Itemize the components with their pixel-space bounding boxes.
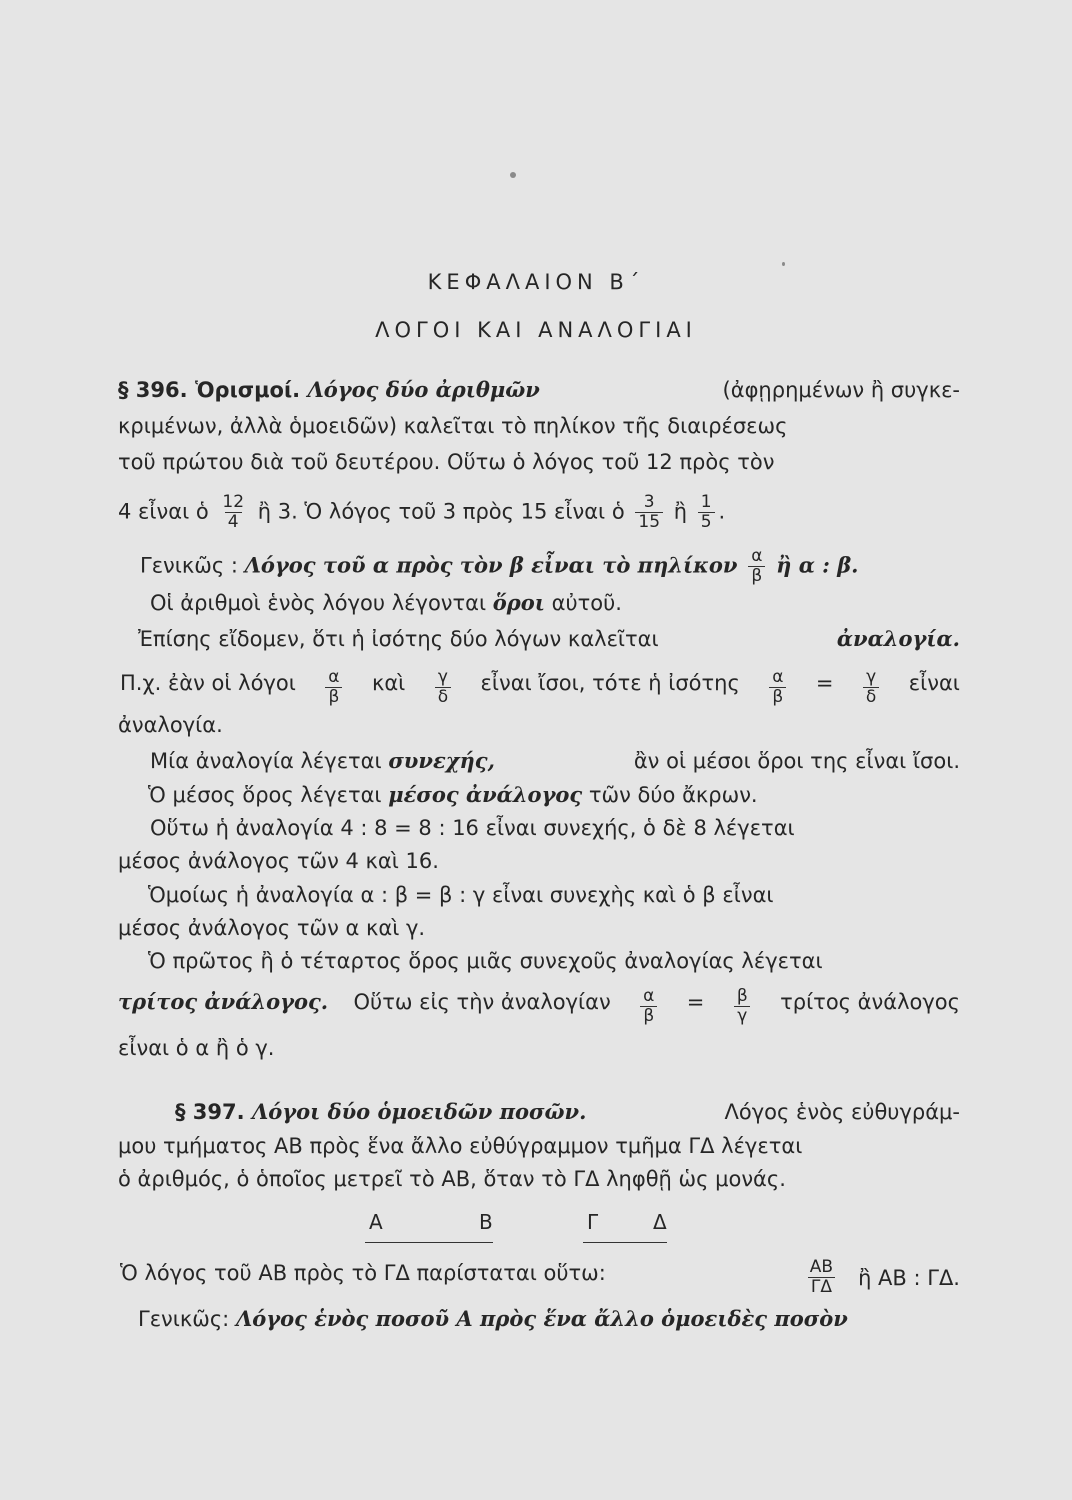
text-fragment: Π.χ. ἐὰν οἱ λόγοι	[120, 671, 296, 695]
fraction-numerator: α	[328, 667, 340, 687]
equals-sign: =	[686, 990, 705, 1014]
fraction-denominator: β	[325, 687, 342, 707]
chapter-title: ΚΕΦΑΛΑΙΟΝ Β΄	[427, 270, 645, 294]
s396-equality	[138, 624, 960, 654]
fraction-denominator: 5	[698, 512, 715, 532]
fraction-alpha-beta	[769, 668, 786, 707]
s396-example3-line1: Ὁμοίως ἡ ἀναλογία α : β = β : γ εἶναι συνεχὴς καὶ ὁ β εἶναι	[148, 883, 774, 907]
s396-third-line3: εἶναι ὁ α ἢ ὁ γ.	[118, 1036, 275, 1060]
text-fragment: τρίτος ἀνάλογος	[780, 990, 960, 1014]
text-fragment: τῶν δύο ἄκρων.	[582, 783, 758, 807]
s396-third-line1: Ὁ πρῶτος ἢ ὁ τέταρτος ὅρος μιᾶς συνεχοῦς ἀναλογίας λέγεται	[148, 949, 823, 973]
text-fragment: εἶναι	[908, 671, 960, 695]
segment-label-a: Α	[369, 1210, 383, 1234]
section-number: § 397.	[175, 1100, 252, 1124]
equals-sign: =	[815, 671, 834, 695]
fraction-denominator: 4	[225, 512, 242, 532]
segment-label-b: Β	[479, 1210, 493, 1234]
fraction-numerator: 1	[700, 492, 712, 512]
text-fragment: Οἱ ἀριθμοὶ ἑνὸς λόγου λέγονται	[150, 591, 493, 615]
text-fragment: Γενικῶς :	[140, 553, 245, 578]
fraction-numerator: γ	[437, 667, 448, 687]
term-oroi: ὅροι	[492, 590, 545, 615]
text-fragment: Οὕτω εἰς τὴν ἀναλογίαν	[353, 990, 611, 1014]
definition-term: Λόγος δύο ἀριθμῶν	[307, 377, 540, 402]
fraction-numerator: α	[643, 986, 655, 1006]
fraction-denominator: β	[748, 566, 765, 586]
fraction-1-5	[698, 493, 715, 532]
fraction-gamma-delta	[863, 668, 879, 707]
text-fragment: Γενικῶς:	[138, 1307, 236, 1331]
section-title: Ὁρισμοί.	[194, 378, 308, 402]
text-fragment: εἶναι ἴσοι, τότε ἡ ἰσότης	[480, 671, 740, 695]
general-definition-alt: ἢ α : β.	[776, 552, 859, 578]
general-definition: Λόγος ἑνὸς ποσοῦ Α πρὸς ἕνα ἄλλο ὁμοειδὲς ποσὸν	[235, 1306, 848, 1331]
term-tritos-analogos: τρίτος ἀνάλογος.	[118, 989, 329, 1014]
s396-example2-line2: μέσος ἀνάλογος τῶν 4 καὶ 16.	[118, 849, 439, 873]
text-fragment: (ἀφῃρημένων ἢ συγκε-	[722, 378, 960, 402]
dust-speck	[510, 172, 516, 178]
fraction-12-4	[219, 493, 247, 532]
fraction-numerator: 3	[643, 492, 655, 512]
s396-general	[140, 547, 960, 586]
fraction-alpha-beta	[640, 987, 657, 1026]
text-fragment: ἢ	[673, 499, 688, 524]
fraction-denominator: δ	[863, 687, 879, 707]
s396-line-4	[118, 493, 960, 532]
fraction-numerator: β	[736, 986, 748, 1006]
text-fragment: Ὁ λόγος τοῦ ΑΒ πρὸς τὸ ΓΔ παρίσταται οὕτω:	[120, 1261, 606, 1285]
fraction-denominator: ΓΔ	[808, 1277, 835, 1297]
fraction-numerator: ΑΒ	[809, 1257, 834, 1277]
section-title: Λόγοι δύο ὁμοειδῶν ποσῶν.	[251, 1099, 587, 1124]
s396-intro	[118, 375, 540, 405]
fraction-3-15	[635, 493, 663, 532]
s396-example	[120, 668, 960, 707]
text-fragment: .	[718, 499, 726, 524]
text-fragment: 4 εἶναι ὁ	[118, 499, 209, 524]
fraction-denominator: 15	[635, 512, 663, 532]
fraction-alpha-beta	[325, 668, 342, 707]
term-synechis: συνεχής,	[388, 748, 495, 773]
text-fragment: καὶ	[371, 671, 406, 695]
s396-continuous	[150, 746, 960, 776]
fraction-gamma-delta	[435, 668, 451, 707]
dust-speck	[782, 262, 785, 266]
s396-line-2: κριμένων, ἀλλὰ ὁμοειδῶν) καλεῖται τὸ πηλίκον τῆς διαιρέσεως	[118, 414, 788, 438]
segment-label-d: Δ	[653, 1210, 667, 1234]
general-definition: Λόγος τοῦ α πρὸς τὸν β εἶναι τὸ πηλίκον	[244, 552, 738, 578]
s396-line-1	[118, 375, 960, 405]
term-mesos-analogos: μέσος ἀνάλογος	[388, 782, 583, 807]
s397-general	[138, 1304, 960, 1334]
fraction-alpha-beta	[748, 547, 765, 586]
segment-gd	[583, 1242, 667, 1243]
text-fragment: ἢ 3. Ὁ λόγος τοῦ 3 πρὸς 15 εἶναι ὁ	[257, 499, 625, 524]
chapter-subtitle: ΛΟΓΟΙ ΚΑΙ ΑΝΑΛΟΓΙΑΙ	[375, 318, 697, 342]
s396-example-end: ἀναλογία.	[118, 713, 223, 737]
fraction-denominator: β	[640, 1006, 657, 1026]
text-fragment: Λόγος ἑνὸς εὐθυγράμ-	[724, 1100, 960, 1124]
s396-third-line2	[118, 987, 960, 1026]
fraction-denominator: γ	[734, 1006, 750, 1026]
text-fragment: ἂν οἱ μέσοι ὅροι της εἶναι ἴσοι.	[633, 749, 960, 773]
fraction-denominator: δ	[435, 687, 451, 707]
section-number: § 396.	[118, 378, 195, 402]
segments-figure	[355, 1210, 675, 1250]
s397-representation	[120, 1258, 960, 1297]
s397-line-3: ὁ ἀριθμός, ὁ ὁποῖος μετρεῖ τὸ ΑΒ, ὅταν τὸ ΓΔ ληφθῇ ὡς μονάς.	[118, 1167, 786, 1191]
s396-line-3: τοῦ πρώτου διὰ τοῦ δευτέρου. Οὕτω ὁ λόγος τοῦ 12 πρὸς τὸν	[118, 450, 775, 474]
s396-example3-line2: μέσος ἀνάλογος τῶν α καὶ γ.	[118, 916, 426, 940]
text-fragment: Ὁ μέσος ὅρος λέγεται	[148, 783, 389, 807]
s397-line-2: μου τμήματος ΑΒ πρὸς ἕνα ἄλλο εὐθύγραμμον τμῆμα ΓΔ λέγεται	[118, 1134, 803, 1158]
s396-example2-line1: Οὕτω ἡ ἀναλογία 4 : 8 = 8 : 16 εἶναι συνεχής, ὁ δὲ 8 λέγεται	[150, 816, 795, 840]
term-analogia: ἀναλογία.	[836, 626, 960, 651]
segment-ab	[365, 1242, 493, 1243]
s397-line-1	[175, 1097, 960, 1127]
fraction-numerator: α	[772, 667, 784, 687]
fraction-numerator: α	[751, 546, 763, 566]
fraction-numerator: γ	[866, 667, 877, 687]
text-fragment: αὐτοῦ.	[544, 591, 622, 615]
fraction-ab-gd	[807, 1258, 836, 1297]
fraction-beta-gamma	[734, 987, 751, 1026]
s396-terms	[150, 588, 960, 618]
text-fragment: Μία ἀναλογία λέγεται	[150, 749, 389, 773]
text-fragment: ἢ ΑΒ : ΓΔ.	[858, 1265, 960, 1290]
text-fragment: Ἐπίσης εἴδομεν, ὅτι ἡ ἰσότης δύο λόγων καλεῖται	[138, 627, 659, 651]
fraction-denominator: β	[769, 687, 786, 707]
fraction-numerator: 12	[222, 492, 245, 512]
segment-label-g: Γ	[587, 1210, 599, 1234]
s396-mean	[148, 780, 960, 810]
